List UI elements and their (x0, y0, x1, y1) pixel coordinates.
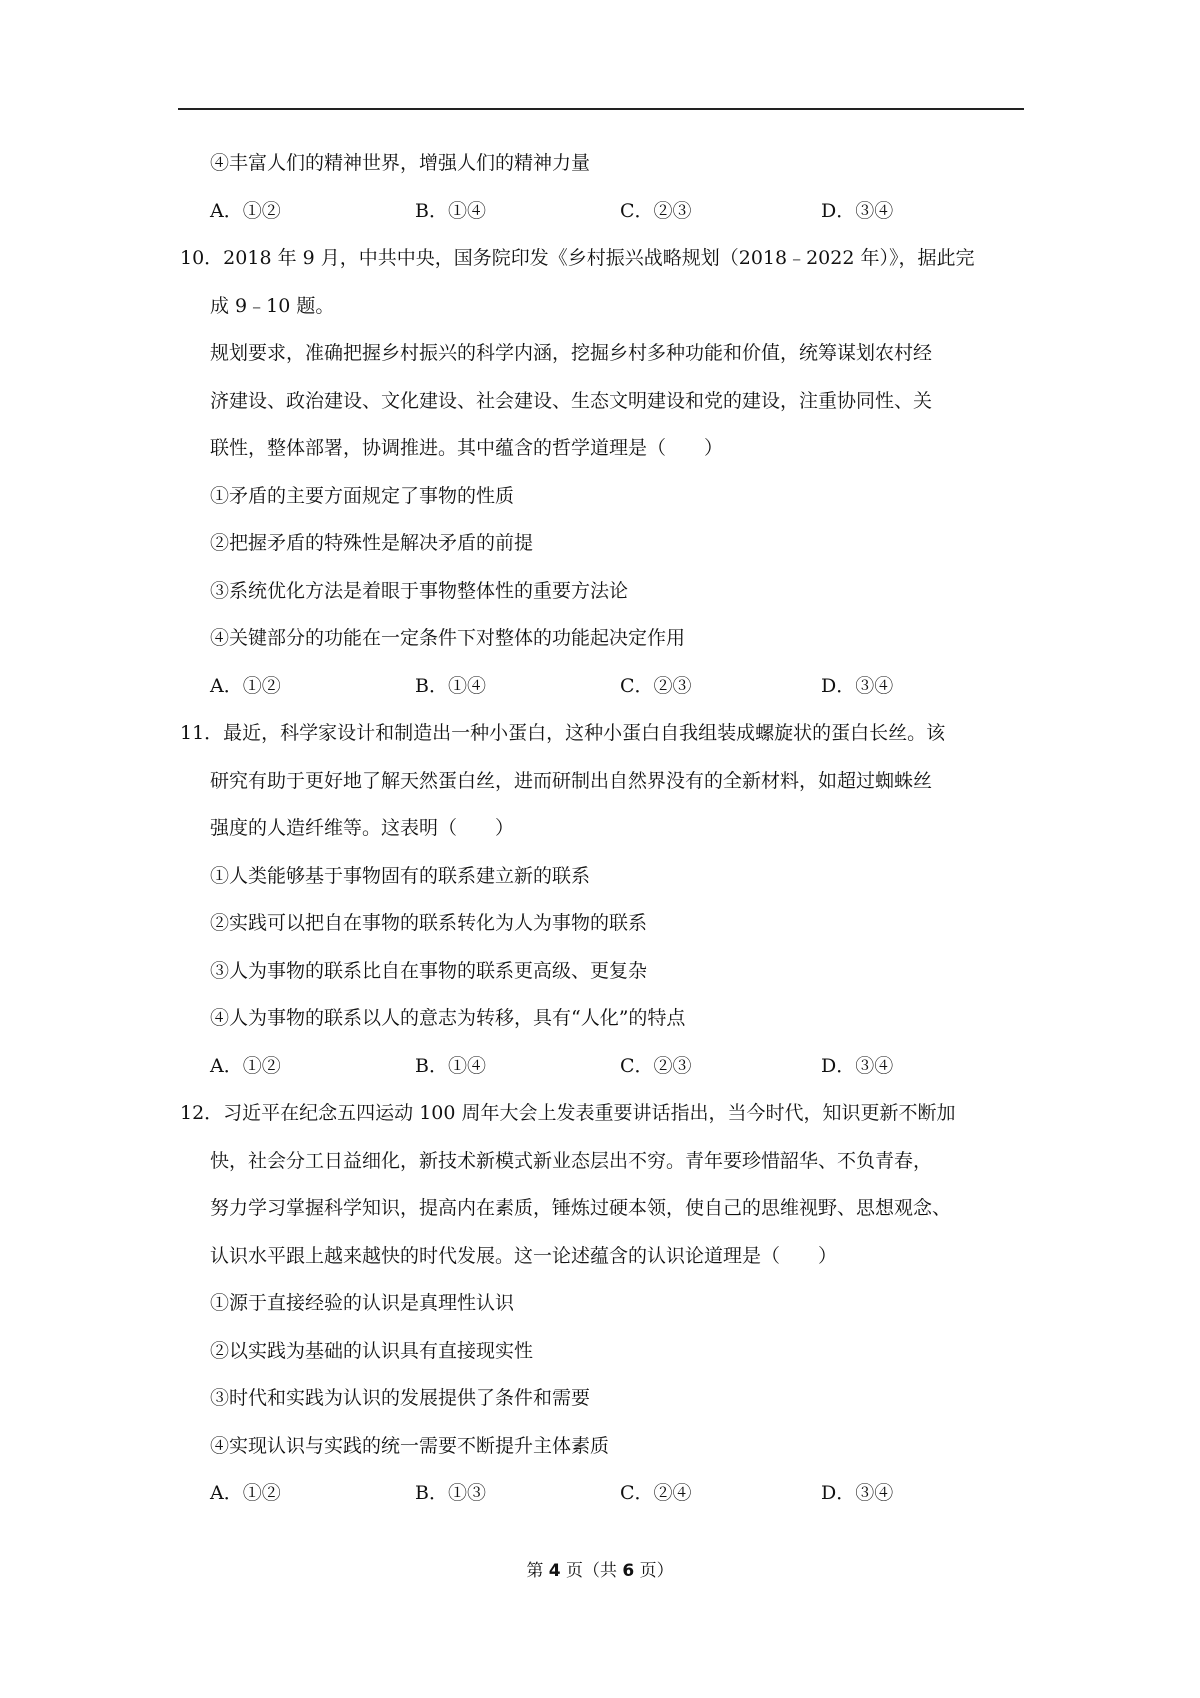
q9-option-d: D．③④ (821, 199, 894, 222)
q10-options (180, 663, 1024, 711)
q10-option-a: A．①② (210, 674, 281, 697)
q11-stem-line-1: 11．最近，科学家设计和制造出一种小蛋白，这种小蛋白自我组装成螺旋状的蛋白长丝。该 (180, 722, 946, 744)
footer-suffix: 页） (634, 1561, 674, 1581)
q11-item-2: ②实践可以把自在事物的联系转化为人为事物的联系 (210, 912, 648, 934)
q12-option-d: D．③④ (821, 1482, 894, 1504)
q9-option-b: B．①④ (415, 199, 486, 222)
q12-item-2: ②以实践为基础的认识具有直接现实性 (210, 1339, 534, 1362)
q10-stem-line-2: 成 9﹣10 题。 (210, 294, 335, 317)
q10-item-2: ②把握矛盾的特殊性是解决矛盾的前提 (210, 532, 534, 554)
q10-item-4: ④关键部分的功能在一定条件下对整体的功能起决定作用 (210, 627, 686, 649)
q10-item-3: ③系统优化方法是着眼于事物整体性的重要方法论 (210, 579, 629, 602)
q12-stem-line-1: 12．习近平在纪念五四运动 100 周年大会上发表重要讲话指出，当今时代，知识更新不断加 (180, 1102, 956, 1124)
q11-option-d: D．③④ (821, 1054, 894, 1077)
q11-item-4: ④人为事物的联系以人的意志为转移，具有“人化”的特点 (210, 1007, 686, 1029)
q12-option-b: B．①③ (415, 1482, 486, 1504)
q12-options (180, 1470, 1024, 1518)
q11-stem-line-3: 强度的人造纤维等。这表明（ ） (210, 817, 515, 839)
page-footer (0, 1556, 1200, 1581)
q10-stem-line-4: 济建设、政治建设、文化建设、社会建设、生态文明建设和党的建设，注重协同性、关 (210, 389, 933, 412)
q11-option-b: B．①④ (415, 1054, 486, 1077)
q11-option-c: C．②③ (620, 1054, 692, 1077)
q12-item-4: ④实现认识与实践的统一需要不断提升主体素质 (210, 1434, 610, 1457)
q9-item-4: ④丰富人们的精神世界，增强人们的精神力量 (210, 152, 591, 174)
q11-item-3: ③人为事物的联系比自在事物的联系更高级、更复杂 (210, 959, 648, 982)
q10-stem-line-1: 10．2018 年 9 月，中共中央，国务院印发《乡村振兴战略规划（2018﹣2022 年）》，据此完 (180, 247, 975, 269)
q9-options (180, 188, 1024, 236)
footer-middle: 页（共 (560, 1561, 623, 1581)
footer-total-pages: 6 (622, 1561, 635, 1581)
q11-item-1: ①人类能够基于事物固有的联系建立新的联系 (210, 864, 591, 887)
page-content (180, 140, 1024, 1518)
q9-option-a: A．①② (210, 199, 281, 222)
q12-stem-line-3: 努力学习掌握科学知识，提高内在素质，锤炼过硬本领，使自己的思维视野、思想观念、 (210, 1197, 952, 1219)
q10-option-c: C．②③ (620, 674, 692, 697)
q10-stem-line-3: 规划要求，准确把握乡村振兴的科学内涵，挖掘乡村多种功能和价值，统筹谋划农村经 (210, 342, 933, 364)
q12-item-3: ③时代和实践为认识的发展提供了条件和需要 (210, 1387, 591, 1409)
q12-option-a: A．①② (210, 1482, 281, 1504)
q10-option-d: D．③④ (821, 674, 894, 697)
q10-stem-line-5: 联性，整体部署，协调推进。其中蕴含的哲学道理是（ ） (210, 437, 724, 459)
q12-stem-line-2: 快，社会分工日益细化，新技术新模式新业态层出不穷。青年要珍惜韶华、不负青春， (210, 1149, 933, 1172)
footer-prefix: 第 (526, 1561, 549, 1581)
header-rule (178, 108, 1024, 110)
q12-stem-line-4: 认识水平跟上越来越快的时代发展。这一论述蕴含的认识论道理是（ ） (210, 1244, 838, 1267)
q12-option-c: C．②④ (620, 1482, 692, 1504)
q9-option-c: C．②③ (620, 199, 692, 222)
q11-stem-line-2: 研究有助于更好地了解天然蛋白丝，进而研制出自然界没有的全新材料，如超过蜘蛛丝 (210, 769, 933, 792)
q11-options (180, 1043, 1024, 1091)
q11-option-a: A．①② (210, 1054, 281, 1077)
q10-option-b: B．①④ (415, 674, 486, 697)
q12-item-1: ①源于直接经验的认识是真理性认识 (210, 1292, 515, 1314)
footer-page-number: 4 (548, 1561, 561, 1581)
q10-item-1: ①矛盾的主要方面规定了事物的性质 (210, 484, 515, 507)
